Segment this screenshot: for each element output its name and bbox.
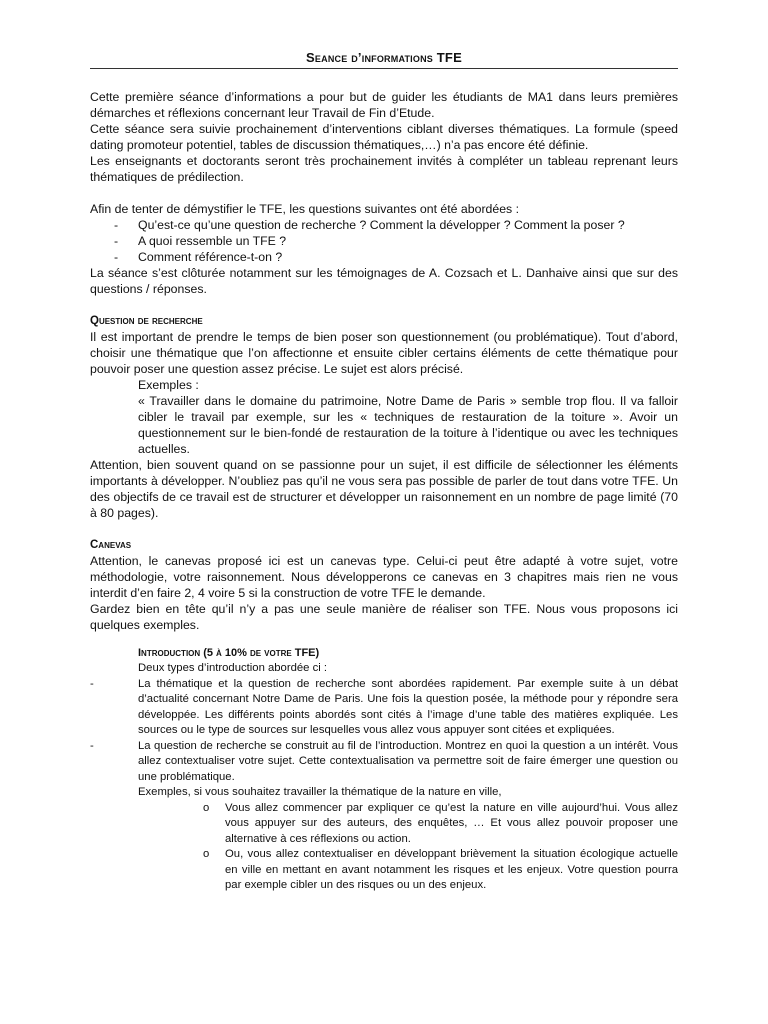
introduction-subsection	[90, 645, 678, 677]
list-item: o Ou, vous allez contextualiser en développant brièvement la situation écologique actuelle en ville en mettant en avant notamment les risques et les enjeux. Votre question pourra par exemple cibler un des risques ou un des enjeux.	[225, 847, 678, 894]
section-heading-canevas: Canevas	[90, 539, 132, 551]
list-item: - Comment référence-t-on ?	[138, 249, 678, 265]
intro-paragraph-3: Les enseignants et doctorants seront très prochainement invités à compléter un tableau reprenant leurs thématiques de prédilection.	[90, 154, 678, 184]
introduction-lead: Deux types d’introduction abordée ci :	[138, 662, 328, 674]
example-text: « Travailler dans le domaine du patrimoine, Notre Dame de Paris » semble trop flou. Il va falloir cibler le travail par exemple, sur les « techniques de restauration de la toiture ». Avoir un questionnement sur le bien-fondé de restauration de la toiture à l’identique ou avec les techniques actuelles.	[138, 394, 678, 456]
document-page	[90, 50, 678, 894]
questions-list	[90, 217, 678, 265]
list-item: - La thématique et la question de recherche sont abordées rapidement. Par exemple suite à un débat d’actualité concernant Notre Dame de Paris. Une fois la question posée, la méthode pour y répondre sera développée. Les différents points abordés sont cités à l’image d’une table des matières expliquée. Les sources ou le type de sources sur lesquelles vous allez vous appuyer sont citées et expliquées.	[138, 677, 678, 739]
introduction-types-list	[90, 677, 678, 786]
intro-paragraph-4: Afin de tenter de démystifier le TFE, les questions suivantes ont été abordées :	[90, 202, 520, 216]
intro-paragraph-5: La séance s’est clôturée notamment sur les témoignages de A. Cozsach et L. Danhaive ainsi que sur des questions / réponses.	[90, 266, 678, 296]
examples-sublist	[90, 801, 678, 894]
examples-lead: Exemples, si vous souhaitez travailler la thématique de la nature en ville,	[138, 786, 502, 798]
examples-block	[90, 377, 678, 457]
list-item: - La question de recherche se construit au fil de l’introduction. Montrez en quoi la question a un intérêt. Vous allez contextualiser votre sujet. Cette contextualisation va permettre soit de faire émerger une question ou une problématique.	[138, 739, 678, 786]
list-item: - Qu’est-ce qu’une question de recherche ? Comment la développer ? Comment la poser ?	[138, 217, 678, 233]
intro-paragraph-2: Cette séance sera suivie prochainement d’interventions ciblant diverses thématiques. La formule (speed dating promoteur potentiel, tables de discussion thématiques,…) n’a pas encore été définie.	[90, 122, 678, 152]
list-item: o Vous allez commencer par expliquer ce qu’est la nature en ville aujourd’hui. Vous allez vous appuyer sur des auteurs, des enquêtes, … Et vous allez pouvoir proposer une alternative à ces réflexions ou action.	[225, 801, 678, 848]
page-title: Seance d’informations TFE	[90, 50, 678, 69]
question-paragraph-2: Attention, bien souvent quand on se passionne pour un sujet, il est difficile de sélectionner les éléments importants à développer. N’oubliez pas qu’il ne vous sera pas possible de parler de tout dans votre TFE. Un des objectifs de ce travail est de structurer et développer un raisonnement en un nombre de page limité (70 à 80 pages).	[90, 458, 678, 520]
section-heading-question: Question de recherche	[90, 315, 203, 327]
list-item: - A quoi ressemble un TFE ?	[138, 233, 678, 249]
intro-paragraph-1: Cette première séance d’informations a pour but de guider les étudiants de MA1 dans leurs premières démarches et réflexions concernant leur Travail de Fin d’Etude.	[90, 90, 678, 120]
examples-label: Exemples :	[138, 378, 199, 392]
subsection-heading-introduction: Introduction (5 à 10% de votre TFE)	[138, 647, 320, 659]
canevas-paragraph-2: Gardez bien en tête qu’il n’y a pas une seule manière de réaliser son TFE. Nous vous proposons ici quelques exemples.	[90, 602, 678, 632]
canevas-paragraph-1: Attention, le canevas proposé ici est un canevas type. Celui-ci peut être adapté à votre sujet, votre méthodologie, votre raisonnement. Nous développerons ce canevas en 3 chapitres mais rien ne vous interdit d’en faire 2, 4 voire 5 si la construction de votre TFE le demande.	[90, 554, 678, 600]
question-paragraph-1: Il est important de prendre le temps de bien poser son questionnement (ou problématique). Tout d’abord, choisir une thématique que l’on affectionne et ensuite cibler certains éléments de cette thématique pour pouvoir poser une question assez précise. Le sujet est alors précisé.	[90, 330, 678, 376]
